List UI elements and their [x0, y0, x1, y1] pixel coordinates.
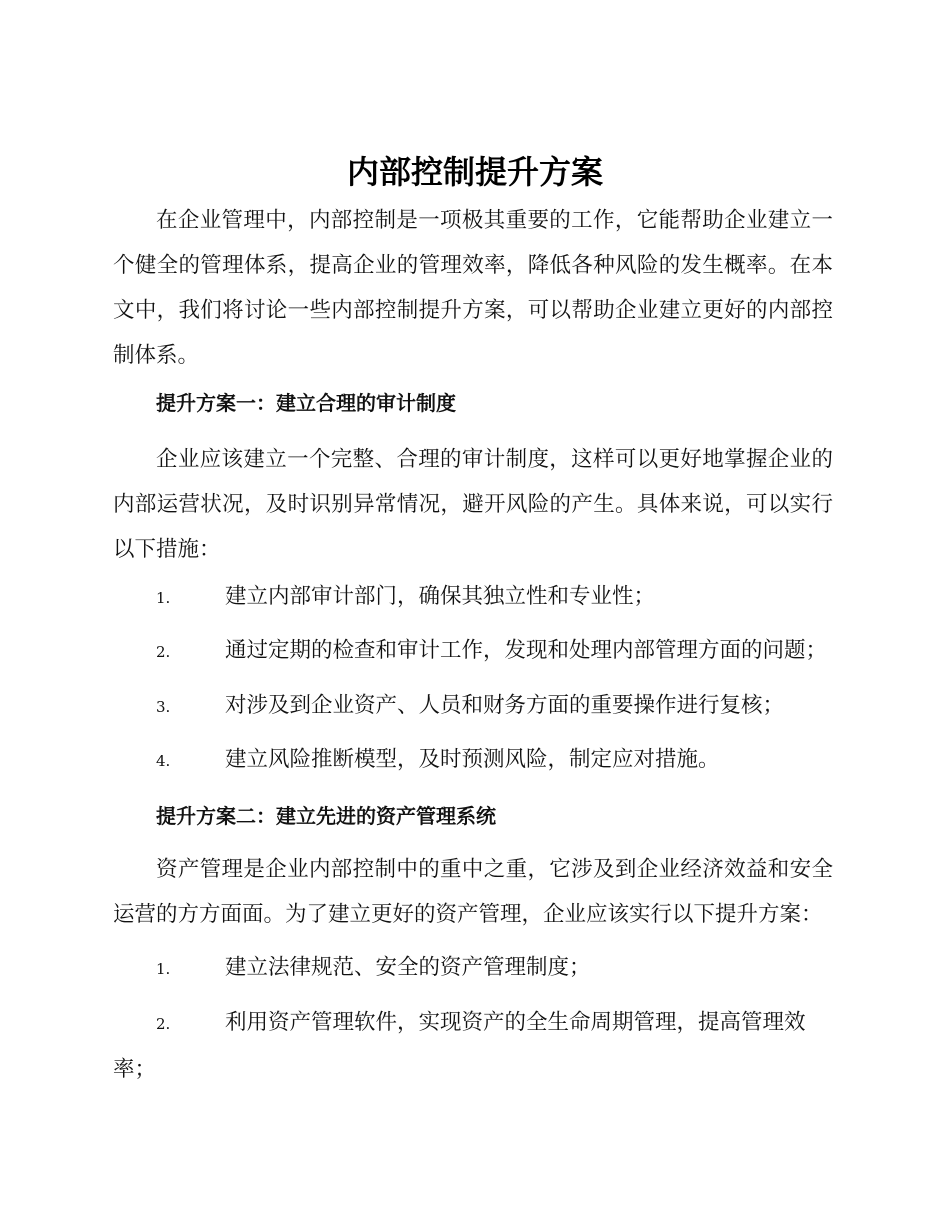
section-2-body: 资产管理是企业内部控制中的重中之重，它涉及到企业经济效益和安全运营的方方面面。为了建立更好的资产管理，企业应该实行以下提升方案：: [113, 857, 833, 927]
list-item: [113, 574, 833, 621]
intro-paragraph: 在企业管理中，内部控制是一项极其重要的工作，它能帮助企业建立一个健全的管理体系，提高企业的管理效率，降低各种风险的发生概率。在本文中，我们将讨论一些内部控制提升方案，可以帮助企业建立更好的内部控制体系。: [113, 208, 833, 368]
list-item-number: 3.: [156, 698, 171, 716]
section-1-heading: 提升方案一：建立合理的审计制度: [156, 391, 456, 415]
list-item-text: 利用资产管理软件，实现资产的全生命周期管理，提高管理效率；: [113, 1010, 806, 1082]
list-item: [113, 628, 833, 675]
list-item-text: 建立内部审计部门，确保其独立性和专业性；: [225, 584, 656, 609]
list-item-number: 1.: [156, 960, 171, 978]
list-item: [113, 683, 833, 730]
section-1-body: 企业应该建立一个完整、合理的审计制度，这样可以更好地掌握企业的内部运营状况，及时识别异常情况，避开风险的产生。具体来说，可以实行以下措施：: [113, 447, 833, 562]
list-item-text: 通过定期的检查和审计工作，发现和处理内部管理方面的问题；: [225, 638, 828, 663]
list-item-number: 2.: [156, 1015, 171, 1033]
section-2-heading: 提升方案二：建立先进的资产管理系统: [156, 804, 496, 828]
document-title: 内部控制提升方案: [346, 153, 603, 191]
list-item-text: 建立风险推断模型，及时预测风险，制定应对措施。: [225, 747, 720, 772]
list-item-text: 建立法律规范、安全的资产管理制度；: [225, 955, 591, 980]
list-item: [113, 945, 833, 992]
list-item-number: 4.: [156, 752, 171, 770]
list-item-text: 对涉及到企业资产、人员和财务方面的重要操作进行复核；: [225, 693, 785, 718]
list-item: [113, 737, 833, 784]
list-item: [113, 1000, 833, 1092]
list-item-number: 1.: [156, 589, 171, 607]
list-item-number: 2.: [156, 643, 171, 661]
